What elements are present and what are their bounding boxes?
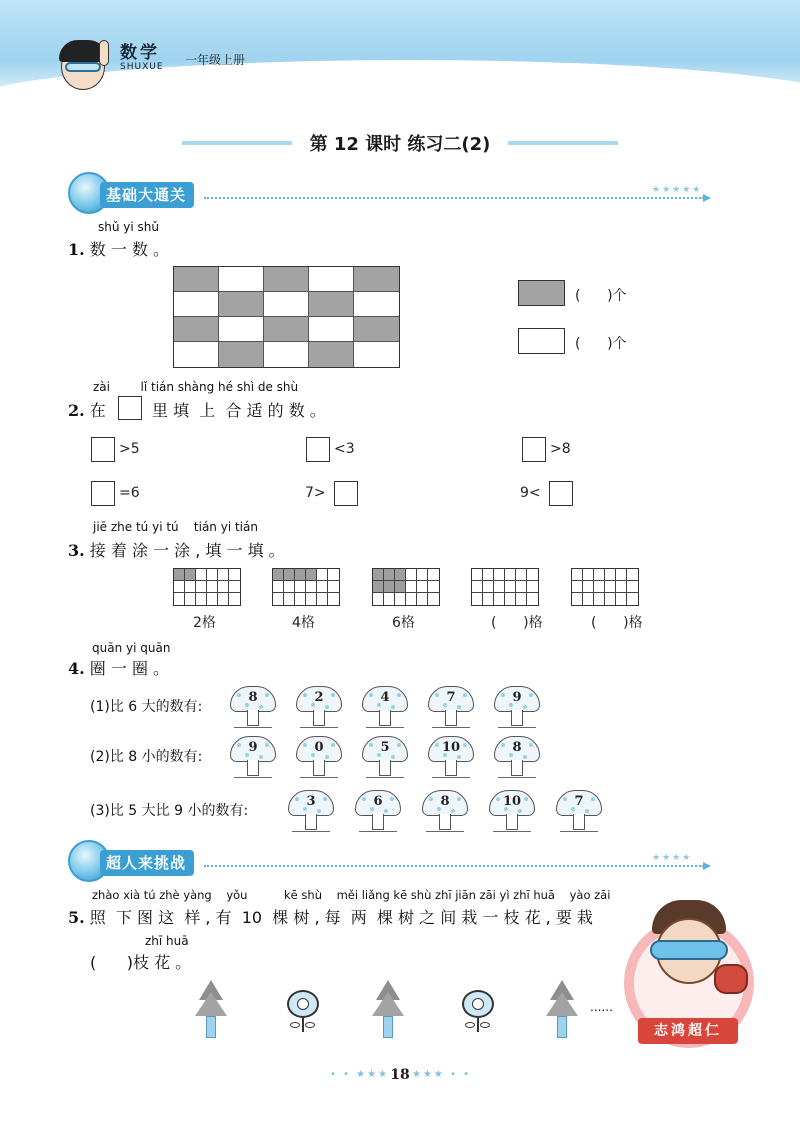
flower-icon [284, 990, 322, 1034]
q2-item-3: >8 [550, 441, 571, 457]
q2-item-6: 9< [520, 485, 541, 501]
gray-count-answer: ( )个 [575, 288, 627, 304]
strip-cell[interactable] [207, 581, 218, 593]
mushroom-number[interactable] [296, 736, 342, 780]
q4-row-prompt: (2)比 8 小的数有: [90, 749, 203, 765]
q2-item-1: >5 [119, 441, 140, 457]
header-mascot-icon [55, 40, 115, 100]
mushroom-number[interactable] [230, 736, 276, 780]
strip-cell[interactable] [605, 593, 616, 605]
q1-number: 1. [68, 240, 85, 259]
mushroom-value: 9 [512, 690, 522, 705]
grid-cell [264, 267, 309, 292]
mushroom-number[interactable] [494, 736, 540, 780]
grid-cell [264, 317, 309, 342]
mushroom-value: 7 [574, 794, 584, 809]
white-square-sample [518, 328, 565, 354]
strip-cell[interactable] [284, 593, 295, 605]
strip-cell[interactable] [284, 581, 295, 593]
footer-stars-right: ★★★ • • [412, 1069, 472, 1080]
q4-number: 4. [68, 659, 85, 678]
q1-pinyin: shǔ yi shǔ [98, 220, 159, 234]
coloring-strip[interactable] [372, 568, 440, 606]
gray-square-sample [518, 280, 565, 306]
arrow-icon [703, 862, 711, 870]
mushroom-number[interactable] [355, 790, 401, 834]
lesson-title: 第 12 课时 练习二(2) [309, 134, 491, 155]
strip-cell[interactable] [616, 593, 627, 605]
mushroom-value: 8 [248, 690, 258, 705]
mushroom-value: 8 [512, 740, 522, 755]
strip-cell[interactable] [406, 569, 417, 581]
tree-icon [372, 980, 404, 1040]
strip-label: ( )格 [491, 615, 543, 631]
grid-cell [219, 267, 264, 292]
q2-number: 2. [68, 401, 85, 420]
q4-text: 圈 一 圈 。 [89, 659, 170, 678]
strip-cell[interactable] [395, 593, 406, 605]
answer-box[interactable] [91, 437, 115, 462]
strip-cell[interactable] [627, 593, 638, 605]
strip-cell[interactable] [174, 569, 185, 581]
strip-cell[interactable] [328, 593, 339, 605]
grid-cell [174, 342, 219, 367]
strip-cell[interactable] [328, 569, 339, 581]
strip-cell[interactable] [317, 581, 328, 593]
grid-cell [174, 267, 219, 292]
mushroom-value: 10 [502, 794, 522, 809]
strip-cell[interactable] [472, 593, 483, 605]
strip-cell[interactable] [527, 581, 538, 593]
q3-number: 3. [68, 541, 85, 560]
strip-cell[interactable] [483, 569, 494, 581]
answer-box[interactable] [334, 481, 358, 506]
strip-cell[interactable] [516, 581, 527, 593]
coloring-strip[interactable] [471, 568, 539, 606]
strip-cell[interactable] [472, 581, 483, 593]
mushroom-value: 9 [248, 740, 258, 755]
strip-label: ( )格 [591, 615, 643, 631]
strip-cell[interactable] [428, 569, 439, 581]
grid-cell [309, 342, 354, 367]
strip-cell[interactable] [218, 581, 229, 593]
strip-cell[interactable] [174, 593, 185, 605]
grid-cell [354, 317, 399, 342]
strip-cell[interactable] [605, 569, 616, 581]
strip-cell[interactable] [174, 581, 185, 593]
strip-cell[interactable] [483, 593, 494, 605]
strip-cell[interactable] [494, 581, 505, 593]
strip-cell[interactable] [306, 581, 317, 593]
strip-cell[interactable] [583, 569, 594, 581]
strip-cell[interactable] [306, 593, 317, 605]
strip-cell[interactable] [373, 593, 384, 605]
strip-cell[interactable] [185, 569, 196, 581]
strip-cell[interactable] [406, 581, 417, 593]
grid-cell [354, 342, 399, 367]
strip-cell[interactable] [328, 581, 339, 593]
arrow-icon [703, 194, 711, 202]
strip-cell[interactable] [395, 581, 406, 593]
mushroom-number[interactable] [296, 686, 342, 730]
mushroom-number[interactable] [428, 686, 474, 730]
answer-box[interactable] [306, 437, 330, 462]
grid-cell [264, 342, 309, 367]
footer-stars-left: • • ★★★ [330, 1069, 390, 1080]
mushroom-value: 10 [441, 740, 461, 755]
grade-label: 一年级上册 [185, 53, 246, 67]
grid-cell [219, 342, 264, 367]
strip-cell[interactable] [583, 593, 594, 605]
strip-cell[interactable] [616, 581, 627, 593]
strip-cell[interactable] [594, 569, 605, 581]
strip-cell[interactable] [196, 581, 207, 593]
strip-cell[interactable] [284, 569, 295, 581]
q5-prompt [68, 905, 593, 928]
strip-cell[interactable] [583, 581, 594, 593]
q5-pinyin-2: zhī huā [145, 934, 189, 948]
q3-prompt [68, 538, 285, 561]
strip-cell[interactable] [417, 593, 428, 605]
strip-cell[interactable] [295, 569, 306, 581]
strip-cell[interactable] [594, 593, 605, 605]
subject-pinyin: SHUXUE [120, 62, 164, 72]
strip-label: 4格 [292, 615, 315, 631]
strip-cell[interactable] [306, 569, 317, 581]
mascot-label: 志鸿超仁 [638, 1018, 738, 1044]
mushroom-number[interactable] [422, 790, 468, 834]
mushroom-number[interactable] [556, 790, 602, 834]
q2-prompt [68, 398, 106, 421]
q5-number: 5. [68, 908, 85, 927]
superhero-mascot-icon [614, 878, 764, 1068]
strip-cell[interactable] [229, 581, 240, 593]
mushroom-value: 0 [314, 740, 324, 755]
mushroom-value: 6 [373, 794, 383, 809]
strip-cell[interactable] [196, 569, 207, 581]
strip-cell[interactable] [616, 569, 627, 581]
strip-cell[interactable] [417, 569, 428, 581]
strip-cell[interactable] [218, 569, 229, 581]
flower-icon [459, 990, 497, 1034]
coloring-strip[interactable] [173, 568, 241, 606]
strip-cell[interactable] [505, 569, 516, 581]
strip-cell[interactable] [196, 593, 207, 605]
strip-cell[interactable] [207, 569, 218, 581]
strip-cell[interactable] [229, 569, 240, 581]
section-banner-challenge: 超人来挑战 [100, 850, 194, 876]
strip-cell[interactable] [483, 581, 494, 593]
strip-cell[interactable] [185, 581, 196, 593]
q5-pinyin: zhào xià tú zhè yàng yǒu kē shù měi liǎng kē shù zhī jiān zāi yì zhī huā yào zāi [92, 888, 611, 902]
strip-cell[interactable] [384, 593, 395, 605]
q1-text: 数 一 数 。 [89, 240, 170, 259]
strip-cell[interactable] [395, 569, 406, 581]
strip-cell[interactable] [417, 581, 428, 593]
page-number: 18 [390, 1067, 410, 1083]
strip-cell[interactable] [527, 569, 538, 581]
strip-cell[interactable] [494, 569, 505, 581]
q2-item-2: <3 [334, 441, 355, 457]
strip-label: 6格 [392, 615, 415, 631]
sequence-ellipsis: ...... [590, 1000, 613, 1014]
tree-icon [195, 980, 227, 1040]
strip-cell[interactable] [627, 569, 638, 581]
grid-cell [174, 317, 219, 342]
grid-cell [309, 317, 354, 342]
strip-cell[interactable] [428, 581, 439, 593]
section-divider [204, 197, 704, 199]
strip-cell[interactable] [295, 593, 306, 605]
grid-cell [309, 292, 354, 317]
q5-text: 照 下 图 这 样 , 有 10 棵 树 , 每 两 棵 树 之 间 栽 一 枝 花 , 要 栽 [89, 908, 593, 927]
strip-cell[interactable] [505, 581, 516, 593]
strip-label: 2格 [193, 615, 216, 631]
strip-cell[interactable] [185, 593, 196, 605]
q2-text-after: 里 填 上 合 适 的 数 。 [152, 401, 326, 420]
strip-cell[interactable] [295, 581, 306, 593]
coloring-strip[interactable] [571, 568, 639, 606]
strip-cell[interactable] [527, 593, 538, 605]
q2-item-5: 7> [305, 485, 326, 501]
section-stars: ★★★★★ [652, 185, 703, 195]
mushroom-number[interactable] [230, 686, 276, 730]
mushroom-value: 3 [306, 794, 316, 809]
strip-cell[interactable] [317, 593, 328, 605]
strip-cell[interactable] [273, 569, 284, 581]
grid-cell [354, 267, 399, 292]
strip-cell[interactable] [516, 569, 527, 581]
strip-cell[interactable] [472, 569, 483, 581]
strip-cell[interactable] [428, 593, 439, 605]
strip-cell[interactable] [373, 581, 384, 593]
section-banner-basic: 基础大通关 [100, 182, 194, 208]
coloring-strip[interactable] [272, 568, 340, 606]
mushroom-value: 8 [440, 794, 450, 809]
mushroom-value: 2 [314, 690, 324, 705]
strip-cell[interactable] [572, 593, 583, 605]
checkerboard-grid [173, 266, 400, 368]
tree-icon [546, 980, 578, 1040]
grid-cell [354, 292, 399, 317]
strip-cell[interactable] [505, 593, 516, 605]
grid-cell [174, 292, 219, 317]
q4-pinyin: quān yi quān [92, 641, 171, 655]
strip-cell[interactable] [384, 581, 395, 593]
strip-cell[interactable] [229, 593, 240, 605]
q4-prompt [68, 656, 169, 679]
answer-box[interactable] [549, 481, 573, 506]
grid-cell [219, 292, 264, 317]
q2-example-box [118, 396, 142, 420]
grid-cell [264, 292, 309, 317]
mushroom-number[interactable] [494, 686, 540, 730]
strip-cell[interactable] [594, 581, 605, 593]
strip-cell[interactable] [273, 593, 284, 605]
q4-row-prompt: (1)比 6 大的数有: [90, 699, 203, 715]
mushroom-number[interactable] [362, 686, 408, 730]
mushroom-number[interactable] [288, 790, 334, 834]
strip-cell[interactable] [273, 581, 284, 593]
grid-cell [309, 267, 354, 292]
q4-row-prompt: (3)比 5 大比 9 小的数有: [90, 803, 249, 819]
strip-cell[interactable] [406, 593, 417, 605]
strip-cell[interactable] [605, 581, 616, 593]
q1-prompt [68, 237, 169, 260]
strip-cell[interactable] [516, 593, 527, 605]
strip-cell[interactable] [373, 569, 384, 581]
mushroom-number[interactable] [428, 736, 474, 780]
answer-box[interactable] [91, 481, 115, 506]
q2-item-4: =6 [119, 485, 140, 501]
strip-cell[interactable] [627, 581, 638, 593]
section-stars: ★★★★ [652, 853, 693, 863]
q5-text-2: ( )枝 花 。 [90, 953, 192, 972]
q3-pinyin: jiē zhe tú yi tú tián yi tián [93, 520, 258, 534]
strip-cell[interactable] [207, 593, 218, 605]
answer-box[interactable] [522, 437, 546, 462]
q2-text-before: 在 [89, 401, 106, 420]
mushroom-value: 7 [446, 690, 456, 705]
strip-cell[interactable] [572, 569, 583, 581]
mushroom-value: 5 [380, 740, 390, 755]
strip-cell[interactable] [384, 569, 395, 581]
mushroom-number[interactable] [489, 790, 535, 834]
white-count-answer: ( )个 [575, 336, 627, 352]
strip-cell[interactable] [317, 569, 328, 581]
strip-cell[interactable] [218, 593, 229, 605]
strip-cell[interactable] [572, 581, 583, 593]
mushroom-value: 4 [380, 690, 390, 705]
q2-pinyin: zài lǐ tián shàng hé shì de shù [93, 380, 299, 394]
mushroom-number[interactable] [362, 736, 408, 780]
q3-text: 接 着 涂 一 涂 , 填 一 填 。 [89, 541, 285, 560]
grid-cell [219, 317, 264, 342]
strip-cell[interactable] [494, 593, 505, 605]
subject-title: 数学 [120, 43, 160, 63]
section-divider [204, 865, 704, 867]
